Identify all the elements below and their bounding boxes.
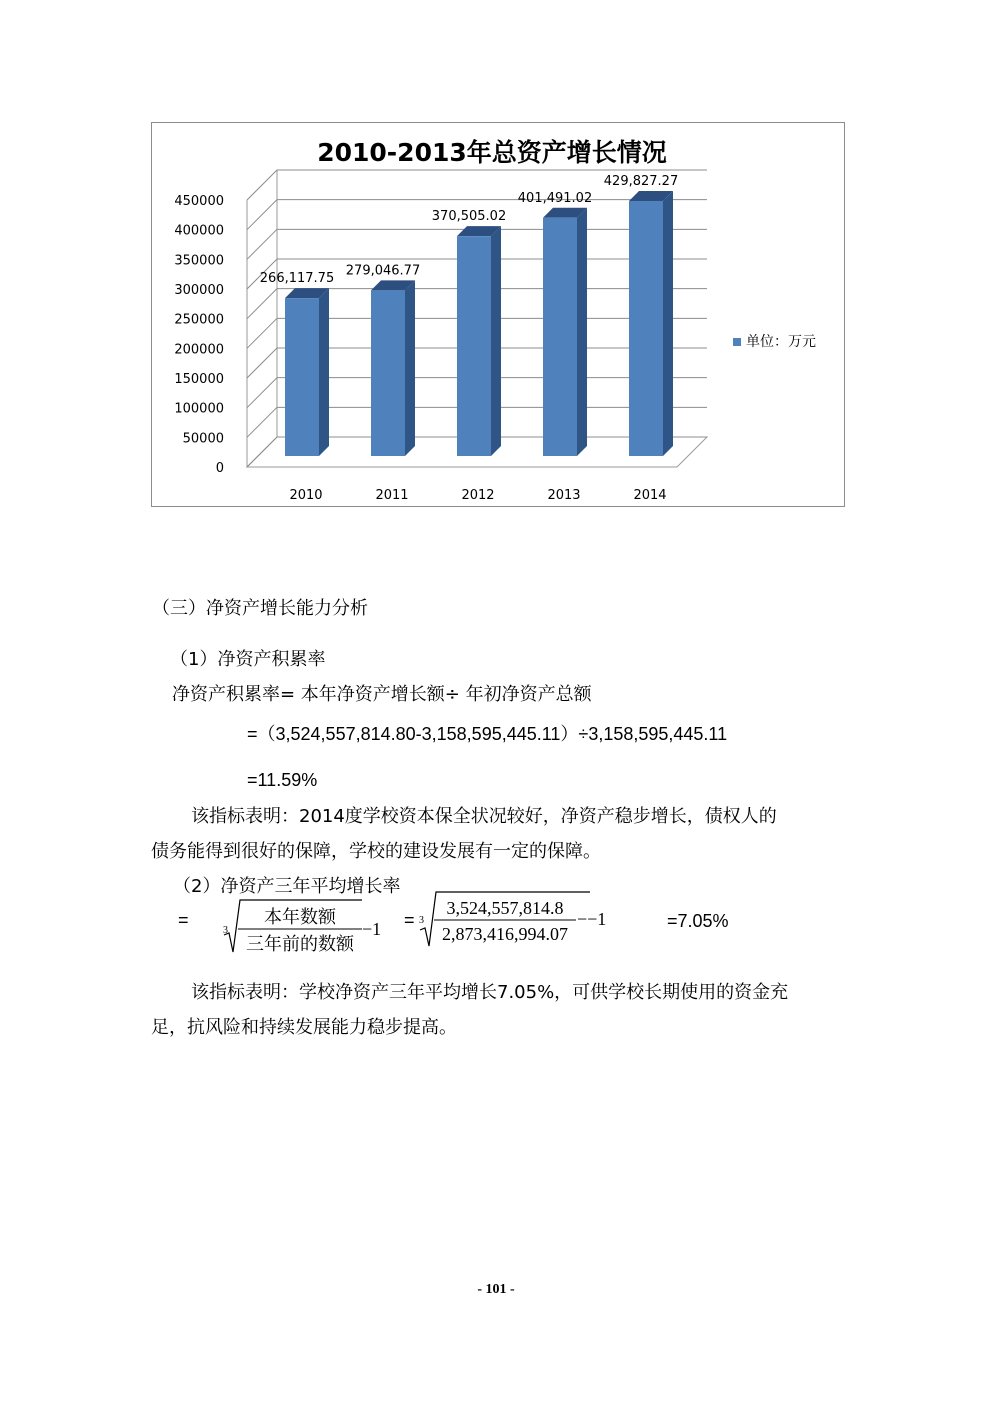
fraction-numerator: 本年数额 bbox=[264, 907, 336, 928]
paragraph-2-line-2: 足，抗风险和持续发展能力稳步提高。 bbox=[151, 1017, 457, 1038]
data-label: 429,827.27 bbox=[603, 173, 679, 189]
bar-side bbox=[319, 288, 329, 456]
bar-front bbox=[457, 236, 491, 456]
paragraph-1-line-1: 该指标表明：2014度学校资本保全状况较好，净资产稳步增长，债权人的 bbox=[191, 806, 777, 827]
x-tick-label: 2014 bbox=[633, 488, 667, 503]
subsection-1-heading: （1）净资产积累率 bbox=[170, 649, 326, 670]
y-tick-label: 50000 bbox=[182, 431, 224, 447]
bar-front bbox=[285, 298, 319, 456]
minus-one: −1 bbox=[362, 919, 382, 939]
denominator-value: 2,873,416,994.07 bbox=[442, 924, 568, 944]
root-index: 3 bbox=[223, 925, 228, 936]
y-tick-label: 400000 bbox=[174, 223, 224, 239]
paragraph-2-line-1: 该指标表明：学校净资产三年平均增长7.05%，可供学校长期使用的资金充 bbox=[191, 982, 789, 1003]
paragraph-1-line-2: 债务能得到很好的保障，学校的建设发展有一定的保障。 bbox=[151, 841, 601, 862]
y-tick-label: 100000 bbox=[174, 401, 224, 417]
legend-label: 单位：万元 bbox=[746, 334, 816, 350]
data-label: 370,505.02 bbox=[431, 209, 507, 225]
section-heading: （三）净资产增长能力分析 bbox=[152, 598, 368, 619]
chart-title: 2010-2013年总资产增长情况 bbox=[317, 138, 667, 167]
numerator-value: 3,524,557,814.8 bbox=[446, 898, 564, 918]
subsection-2-heading: （2）净资产三年平均增长率 bbox=[173, 876, 401, 897]
bar-2013 bbox=[543, 208, 587, 456]
bar-2014 bbox=[629, 191, 673, 456]
formula-calculation: =（3,524,557,814.80-3,158,595,445.11）÷3,158,595,445.11 bbox=[247, 724, 728, 744]
page-number: - 101 - bbox=[477, 1282, 515, 1297]
x-tick-label: 2011 bbox=[375, 488, 409, 503]
y-tick-label: 350000 bbox=[174, 253, 224, 269]
data-label: 266,117.75 bbox=[259, 271, 335, 287]
y-tick-label: 150000 bbox=[174, 372, 224, 387]
bar-2012 bbox=[457, 226, 501, 456]
bar-front bbox=[629, 201, 663, 456]
y-tick-label: 250000 bbox=[174, 312, 224, 328]
total-assets-chart bbox=[152, 123, 844, 506]
bar-side bbox=[577, 208, 587, 456]
bar-side bbox=[663, 191, 673, 456]
formula-definition: 净资产积累率= 本年净资产增长额÷ 年初净资产总额 bbox=[172, 684, 592, 705]
chart-bars bbox=[285, 191, 673, 456]
data-label: 279,046.77 bbox=[345, 263, 421, 279]
legend-swatch bbox=[733, 338, 741, 346]
chart-y-ticks bbox=[174, 194, 224, 476]
formula-equals-1: = bbox=[178, 910, 189, 930]
formula-equals-2: = bbox=[404, 910, 415, 930]
bar-2010 bbox=[285, 288, 329, 456]
root-index-2: 3 bbox=[419, 915, 424, 926]
formula-result: =11.59% bbox=[247, 770, 318, 790]
x-tick-label: 2013 bbox=[547, 488, 581, 503]
bar-side bbox=[405, 280, 415, 456]
x-tick-label: 2010 bbox=[289, 488, 323, 503]
chart-frame bbox=[151, 122, 845, 507]
bar-2011 bbox=[371, 280, 415, 456]
y-tick-label: 300000 bbox=[174, 283, 224, 298]
bar-side bbox=[491, 226, 501, 456]
data-label: 401,491.02 bbox=[517, 190, 593, 206]
bar-front bbox=[543, 218, 577, 456]
fraction-denominator: 三年前的数额 bbox=[246, 934, 354, 955]
x-tick-label: 2012 bbox=[461, 488, 495, 503]
formula-result-2: =7.05% bbox=[667, 911, 729, 931]
y-tick-label: 200000 bbox=[174, 342, 224, 358]
average-growth-formula bbox=[160, 890, 800, 960]
bar-front bbox=[371, 290, 405, 456]
y-tick-label: 0 bbox=[215, 461, 224, 476]
minus-one-2: −−1 bbox=[577, 909, 607, 929]
chart-x-ticks bbox=[289, 488, 666, 503]
y-tick-label: 450000 bbox=[174, 194, 224, 209]
